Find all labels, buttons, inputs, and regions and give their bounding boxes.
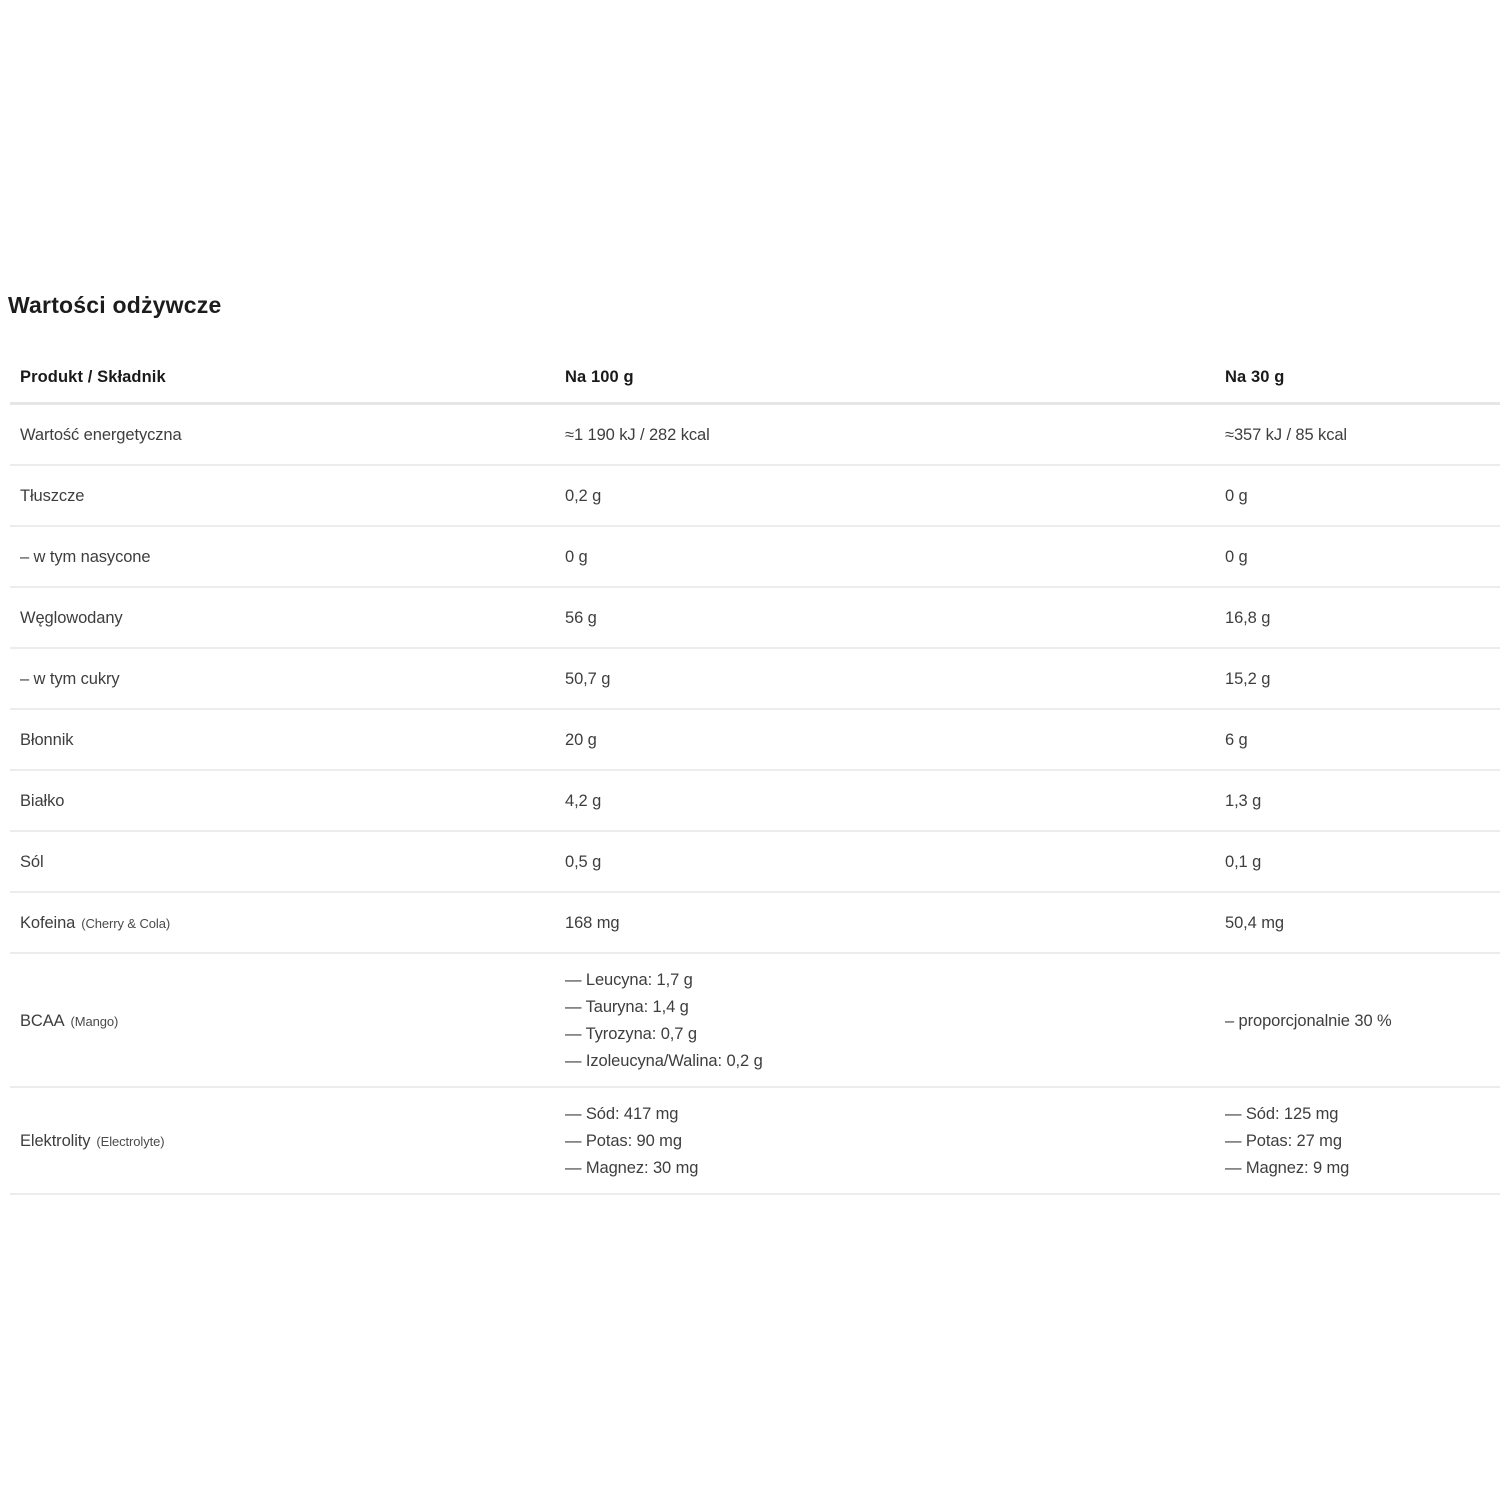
nutrient-label: Sól [20, 853, 44, 871]
table-header-row [0, 349, 1500, 405]
nutrient-label: Wartość energetyczna [20, 426, 182, 444]
per-30g-value [1225, 470, 1480, 523]
table-row [0, 649, 1500, 710]
table-row [0, 954, 1500, 1088]
nutrient-label: Kofeina [20, 914, 76, 932]
table-body [0, 405, 1500, 1195]
nutrient-label: Węglowodany [20, 609, 123, 627]
value-line: – proporcjonalnie 30 % [1225, 1011, 1392, 1030]
value-line: 56 g [565, 609, 597, 627]
per-30g-value [1225, 995, 1480, 1048]
value-line: — Tauryna: 1,4 g [565, 998, 689, 1016]
value-line: ≈1 190 kJ / 282 kcal [565, 426, 710, 444]
value-line: — Magnez: 9 mg [1225, 1159, 1350, 1177]
column-header-product: Produkt / Składnik [20, 367, 166, 386]
value-line: — Sód: 417 mg [565, 1105, 679, 1123]
nutrient-note: (Mango) [70, 1013, 119, 1029]
value-line: — Izoleucyna/Walina: 0,2 g [565, 1052, 763, 1070]
value-line: 15,2 g [1225, 670, 1271, 688]
table-row [0, 527, 1500, 588]
value-line: 16,8 g [1225, 609, 1271, 627]
table-row [0, 771, 1500, 832]
value-line: 0,5 g [565, 853, 602, 871]
value-line: 0,1 g [1225, 853, 1262, 871]
per-30g-value [1225, 1088, 1480, 1195]
per-100g-value [565, 531, 1225, 584]
value-line: — Sód: 125 mg [1225, 1105, 1339, 1123]
per-30g-value [1225, 775, 1480, 828]
per-30g-value [1225, 836, 1480, 889]
nutrient-label: Białko [20, 792, 65, 810]
value-line: — Potas: 90 mg [565, 1132, 682, 1150]
per-100g-value [565, 954, 1225, 1088]
value-line: ≈357 kJ / 85 kcal [1225, 426, 1348, 444]
value-line: 50,4 mg [1225, 914, 1284, 932]
value-line: 0 g [1225, 548, 1248, 566]
table-row [0, 1088, 1500, 1195]
page-title: Wartości odżywcze [8, 292, 222, 318]
per-100g-value [565, 470, 1225, 523]
table-row [0, 832, 1500, 893]
value-line: 50,7 g [565, 670, 611, 688]
value-line: 0 g [565, 548, 588, 566]
table-row [0, 588, 1500, 649]
per-30g-value [1225, 592, 1480, 645]
column-header-per-100g: Na 100 g [565, 367, 634, 386]
nutrient-label: BCAA [20, 1011, 65, 1030]
per-100g-value [565, 775, 1225, 828]
nutrient-note: (Cherry & Cola) [81, 916, 171, 931]
value-line: — Leucyna: 1,7 g [565, 971, 693, 989]
per-30g-value [1225, 531, 1480, 584]
nutrient-note: (Electrolyte) [96, 1134, 165, 1149]
value-line: 168 mg [565, 914, 620, 932]
value-line: 20 g [565, 731, 597, 749]
value-line: — Tyrozyna: 0,7 g [565, 1025, 697, 1043]
value-line: 4,2 g [565, 792, 602, 810]
per-100g-value [565, 1088, 1225, 1195]
value-line: 0 g [1225, 487, 1248, 505]
per-100g-value [565, 714, 1225, 767]
per-100g-value [565, 836, 1225, 889]
table-row [0, 710, 1500, 771]
value-line: — Magnez: 30 mg [565, 1159, 699, 1177]
per-30g-value [1225, 897, 1480, 950]
nutrient-label: Elektrolity [20, 1132, 91, 1150]
nutrient-label: Błonnik [20, 731, 74, 749]
table-row [0, 893, 1500, 954]
nutrient-label: Tłuszcze [20, 487, 85, 505]
nutrient-label: – w tym cukry [20, 670, 120, 688]
value-line: 6 g [1225, 731, 1248, 749]
per-100g-value [565, 409, 1225, 462]
per-30g-value [1225, 714, 1480, 767]
per-100g-value [565, 653, 1225, 706]
nutrient-label: – w tym nasycone [20, 548, 151, 566]
per-30g-value [1225, 653, 1480, 706]
value-line: 0,2 g [565, 487, 602, 505]
column-header-per-30g: Na 30 g [1225, 367, 1285, 386]
per-100g-value [565, 897, 1225, 950]
table-row [0, 405, 1500, 466]
value-line: — Potas: 27 mg [1225, 1132, 1342, 1150]
value-line: 1,3 g [1225, 792, 1262, 810]
table-row [0, 466, 1500, 527]
per-100g-value [565, 592, 1225, 645]
nutrition-table [0, 349, 1500, 1195]
per-30g-value [1225, 409, 1480, 462]
